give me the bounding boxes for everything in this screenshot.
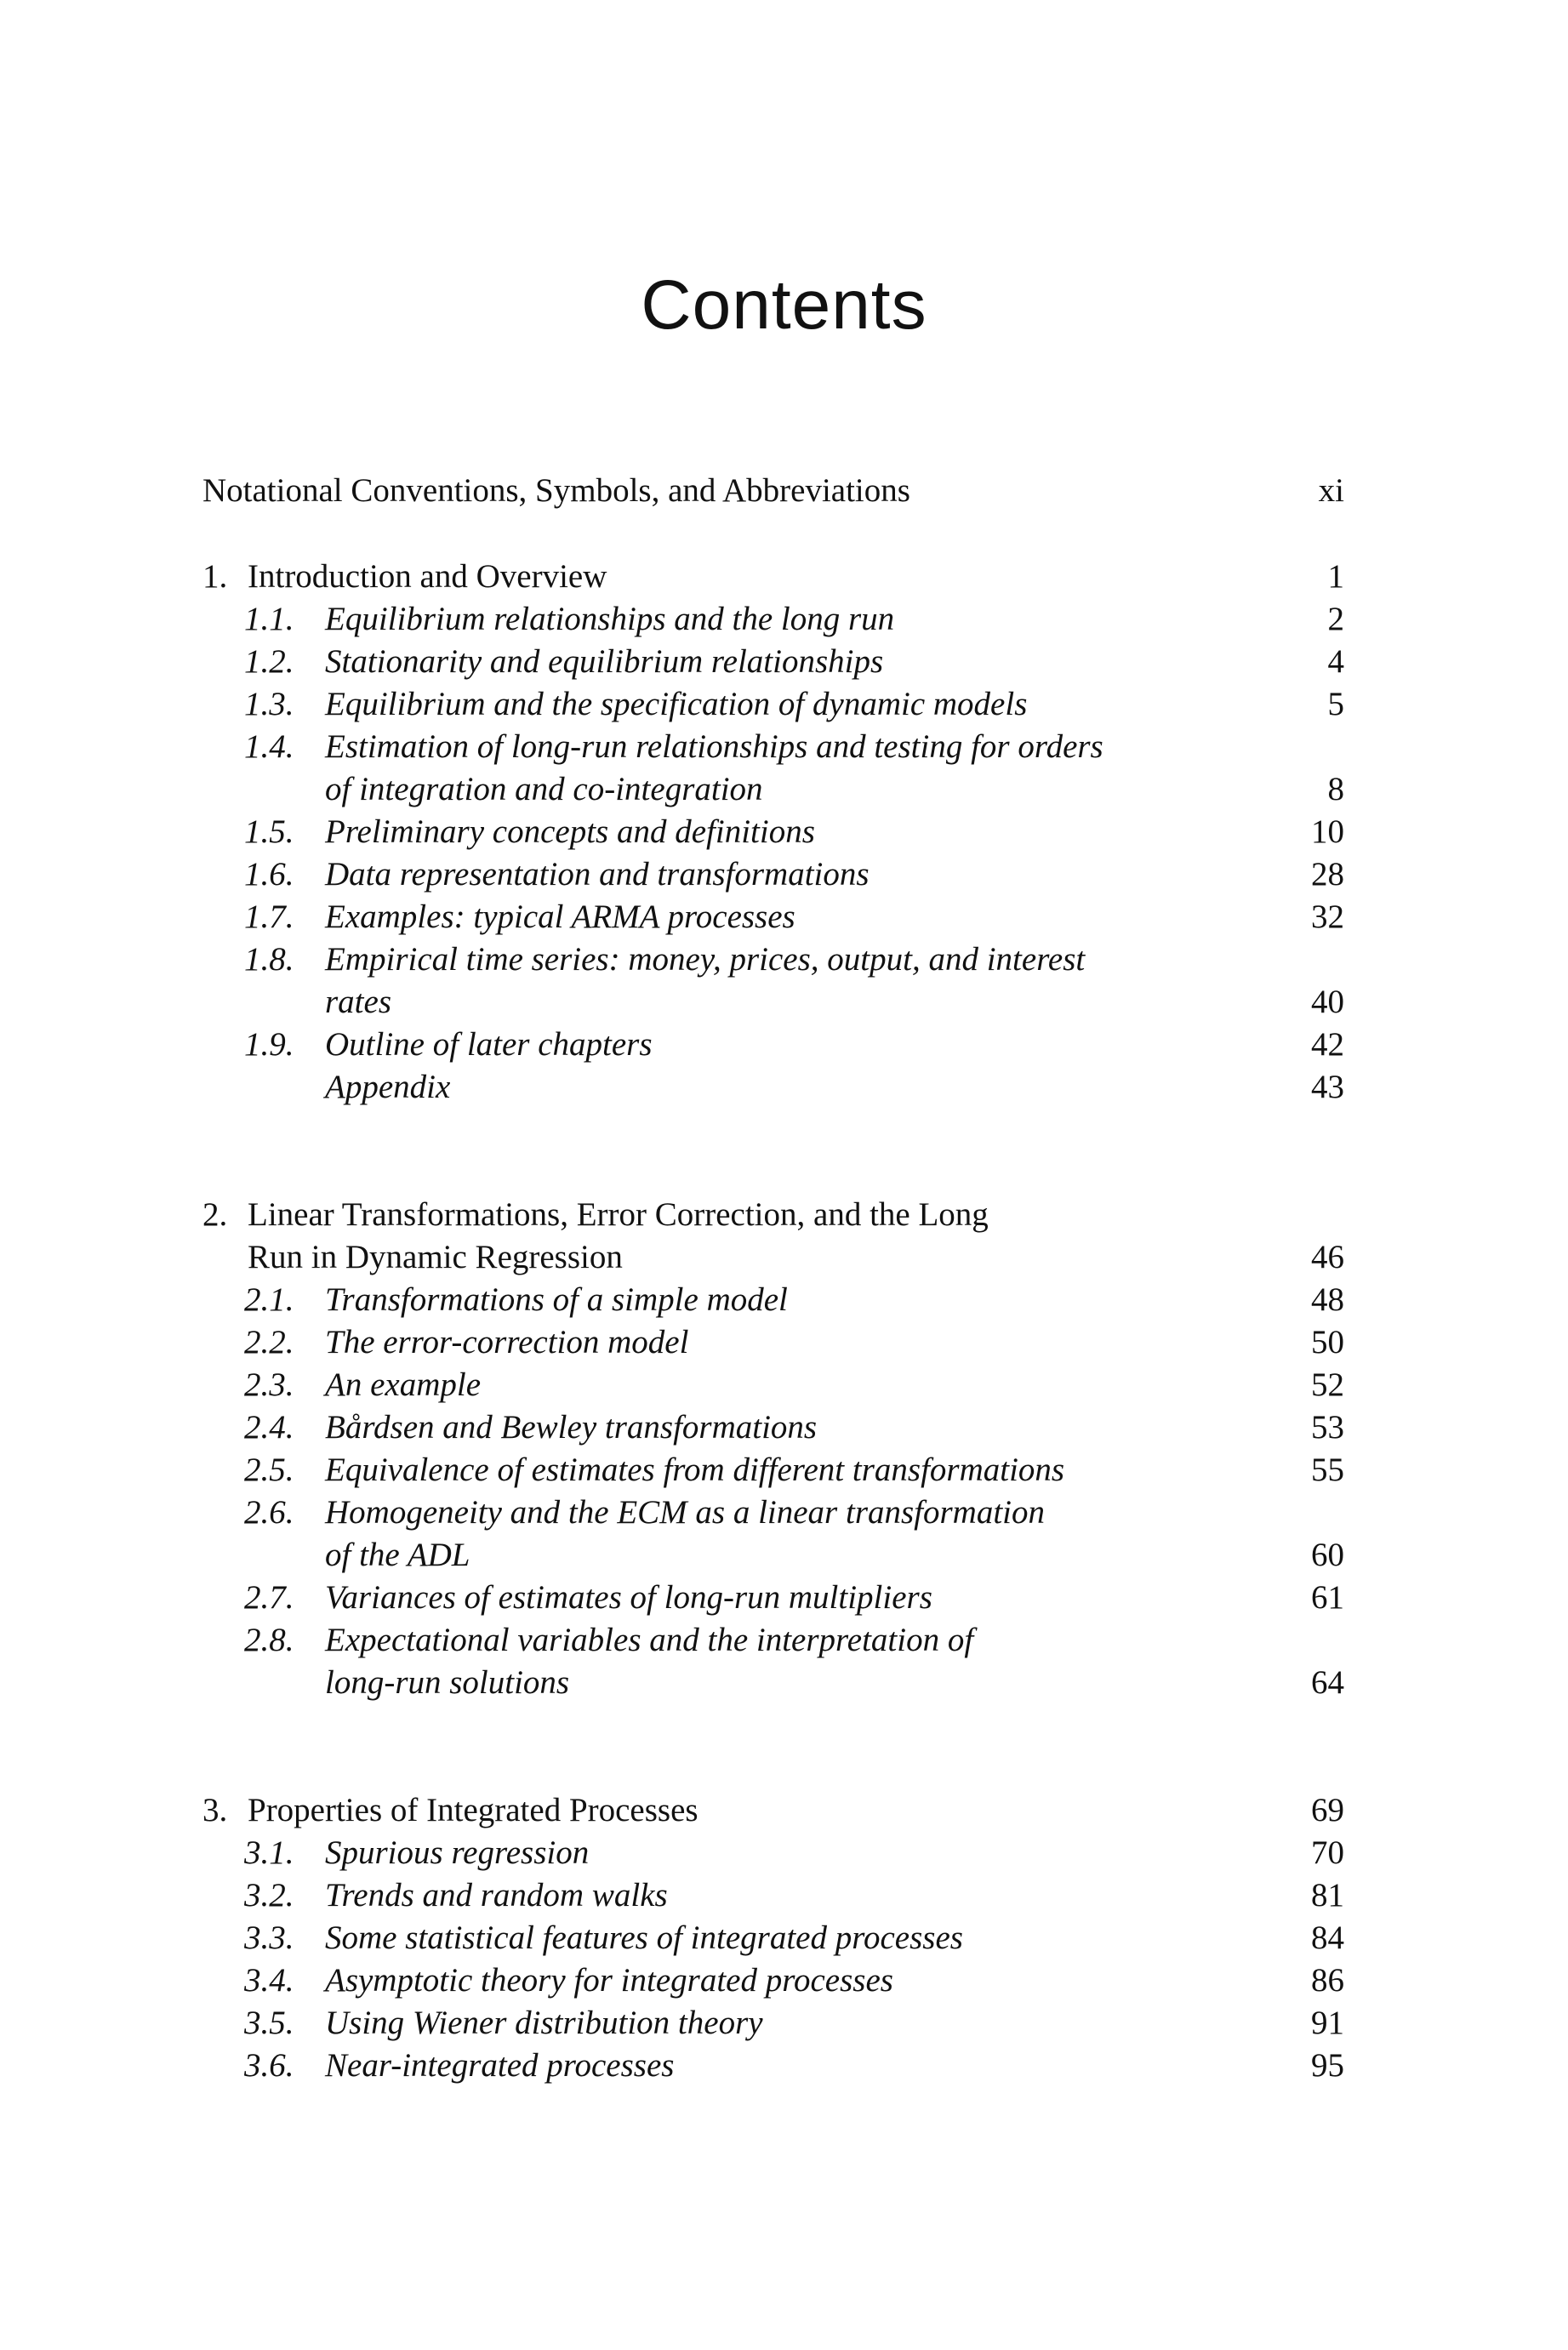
toc-page-number: 95 — [1311, 2047, 1344, 2084]
toc-chapter-1[interactable] — [0, 556, 1568, 598]
section-number: 1.1. — [244, 601, 294, 637]
section-number: 1.7. — [244, 898, 294, 935]
section-title: Outline of later chapters — [325, 1026, 653, 1063]
toc-section-2-1[interactable] — [0, 1279, 1568, 1321]
toc-page-number: 32 — [1311, 898, 1344, 935]
toc-page-number: 64 — [1311, 1664, 1344, 1701]
toc-section-2-8[interactable] — [0, 1619, 1568, 1662]
toc-section-1-7[interactable] — [0, 896, 1568, 938]
section-title: Bårdsen and Bewley transformations — [325, 1409, 818, 1446]
toc-section-1-2[interactable] — [0, 641, 1568, 683]
section-number: 3.3. — [244, 1919, 294, 1956]
toc-section-1-6[interactable] — [0, 853, 1568, 896]
toc-page-number: 84 — [1311, 1919, 1344, 1956]
section-title: Equilibrium and the specification of dynamic models — [325, 686, 1028, 722]
section-title: Spurious regression — [325, 1834, 590, 1871]
toc-page-number: 8 — [1327, 771, 1344, 807]
toc-section-2-8-cont[interactable] — [0, 1662, 1568, 1704]
toc-chapter-2[interactable] — [0, 1194, 1568, 1236]
section-title: Transformations of a simple model — [325, 1281, 788, 1318]
section-title: Equivalence of estimates from different transformations — [325, 1452, 1065, 1488]
section-title-continued: rates — [325, 984, 391, 1020]
toc-section-1-1[interactable] — [0, 598, 1568, 641]
toc-page-number: 5 — [1327, 686, 1344, 722]
section-title: Estimation of long-run relationships and testing for orders — [325, 728, 1103, 765]
toc-page-number: xi — [1318, 472, 1344, 509]
toc-page-number: 69 — [1311, 1792, 1344, 1828]
section-title: Appendix — [325, 1069, 451, 1105]
section-number: 1.2. — [244, 643, 294, 680]
toc-page-number: 42 — [1311, 1026, 1344, 1063]
toc-section-3-4[interactable] — [0, 1959, 1568, 2002]
toc-section-appendix[interactable] — [0, 1066, 1568, 1109]
section-number: 2.2. — [244, 1324, 294, 1360]
toc-section-1-3[interactable] — [0, 683, 1568, 726]
toc-page-number: 53 — [1311, 1409, 1344, 1446]
toc-page-number: 2 — [1327, 601, 1344, 637]
section-title-continued: of integration and co-integration — [325, 771, 763, 807]
toc-section-3-6[interactable] — [0, 2045, 1568, 2087]
toc-chapter-3[interactable] — [0, 1789, 1568, 1832]
section-number: 3.6. — [244, 2047, 294, 2084]
section-title: Some statistical features of integrated processes — [325, 1919, 963, 1956]
section-number: 1.6. — [244, 856, 294, 893]
toc-page-number: 48 — [1311, 1281, 1344, 1318]
section-title: Equilibrium relationships and the long run — [325, 601, 895, 637]
chapter-number: 3. — [202, 1792, 228, 1828]
section-title: Examples: typical ARMA processes — [325, 898, 795, 935]
toc-section-1-8[interactable] — [0, 938, 1568, 981]
section-number: 2.3. — [244, 1366, 294, 1403]
section-title: Trends and random walks — [325, 1877, 668, 1914]
toc-page-number: 28 — [1311, 856, 1344, 893]
toc-chapter-2-cont[interactable] — [0, 1236, 1568, 1279]
section-title: An example — [325, 1366, 482, 1403]
toc-section-2-7[interactable] — [0, 1577, 1568, 1619]
section-title-continued: long-run solutions — [325, 1664, 570, 1701]
toc-page-number: 46 — [1311, 1239, 1344, 1275]
section-number: 3.5. — [244, 2005, 294, 2041]
toc-page-number: 50 — [1311, 1324, 1344, 1360]
section-title: Homogeneity and the ECM as a linear transformation — [325, 1494, 1046, 1531]
toc-section-2-4[interactable] — [0, 1406, 1568, 1449]
toc-section-1-9[interactable] — [0, 1024, 1568, 1066]
toc-page-number: 60 — [1311, 1537, 1344, 1573]
chapter-number: 1. — [202, 558, 228, 595]
section-title: The error-correction model — [325, 1324, 689, 1360]
toc-section-1-8-cont[interactable] — [0, 981, 1568, 1024]
section-number: 1.5. — [244, 813, 294, 850]
section-number: 1.9. — [244, 1026, 294, 1063]
toc-section-3-5[interactable] — [0, 2002, 1568, 2045]
chapter-title: Introduction and Overview — [248, 558, 607, 595]
toc-page-number: 70 — [1311, 1834, 1344, 1871]
toc-section-2-3[interactable] — [0, 1364, 1568, 1406]
toc-section-1-5[interactable] — [0, 811, 1568, 853]
section-number: 2.7. — [244, 1579, 294, 1616]
chapter-title: Linear Transformations, Error Correction, and the Long — [248, 1196, 989, 1233]
toc-page-number: 40 — [1311, 984, 1344, 1020]
toc-section-2-6[interactable] — [0, 1492, 1568, 1534]
section-title: Near-integrated processes — [325, 2047, 675, 2084]
page-title: Contents — [641, 266, 927, 344]
toc-section-3-2[interactable] — [0, 1874, 1568, 1917]
toc-section-3-3[interactable] — [0, 1917, 1568, 1959]
toc-page-number: 52 — [1311, 1366, 1344, 1403]
section-title-continued: of the ADL — [325, 1537, 470, 1573]
chapter-title-continued: Run in Dynamic Regression — [248, 1239, 623, 1275]
section-number: 2.8. — [244, 1622, 294, 1658]
chapter-number: 2. — [202, 1196, 228, 1233]
section-number: 1.8. — [244, 941, 294, 978]
toc-front-entry[interactable] — [0, 470, 1568, 512]
section-number: 1.4. — [244, 728, 294, 765]
section-number: 3.4. — [244, 1962, 294, 1999]
toc-page-number: 55 — [1311, 1452, 1344, 1488]
toc-front-label: Notational Conventions, Symbols, and Abbreviations — [202, 472, 910, 509]
section-title: Empirical time series: money, prices, output, and interest — [325, 941, 1086, 978]
section-number: 2.5. — [244, 1452, 294, 1488]
toc-page-number: 81 — [1311, 1877, 1344, 1914]
toc-page-number: 1 — [1327, 558, 1344, 595]
toc-page-number: 43 — [1311, 1069, 1344, 1105]
toc-section-1-4[interactable] — [0, 726, 1568, 768]
section-title: Using Wiener distribution theory — [325, 2005, 763, 2041]
toc-page-number: 61 — [1311, 1579, 1344, 1616]
toc-section-3-1[interactable] — [0, 1832, 1568, 1874]
section-number: 3.2. — [244, 1877, 294, 1914]
section-title: Preliminary concepts and definitions — [325, 813, 815, 850]
section-number: 2.1. — [244, 1281, 294, 1318]
toc-page-number: 86 — [1311, 1962, 1344, 1999]
section-number: 2.4. — [244, 1409, 294, 1446]
section-title: Variances of estimates of long-run multipliers — [325, 1579, 932, 1616]
toc-section-2-2[interactable] — [0, 1321, 1568, 1364]
section-title: Stationarity and equilibrium relationships — [325, 643, 884, 680]
section-number: 3.1. — [244, 1834, 294, 1871]
toc-page-number: 4 — [1327, 643, 1344, 680]
section-title: Expectational variables and the interpretation of — [325, 1622, 974, 1658]
section-title: Data representation and transformations — [325, 856, 870, 893]
toc-section-2-5[interactable] — [0, 1449, 1568, 1492]
toc-page-number: 10 — [1311, 813, 1344, 850]
section-number: 2.6. — [244, 1494, 294, 1531]
section-title: Asymptotic theory for integrated processes — [325, 1962, 893, 1999]
toc-section-1-4-cont[interactable] — [0, 768, 1568, 811]
toc-section-2-6-cont[interactable] — [0, 1534, 1568, 1577]
section-number: 1.3. — [244, 686, 294, 722]
toc-page-number: 91 — [1311, 2005, 1344, 2041]
chapter-title: Properties of Integrated Processes — [248, 1792, 698, 1828]
